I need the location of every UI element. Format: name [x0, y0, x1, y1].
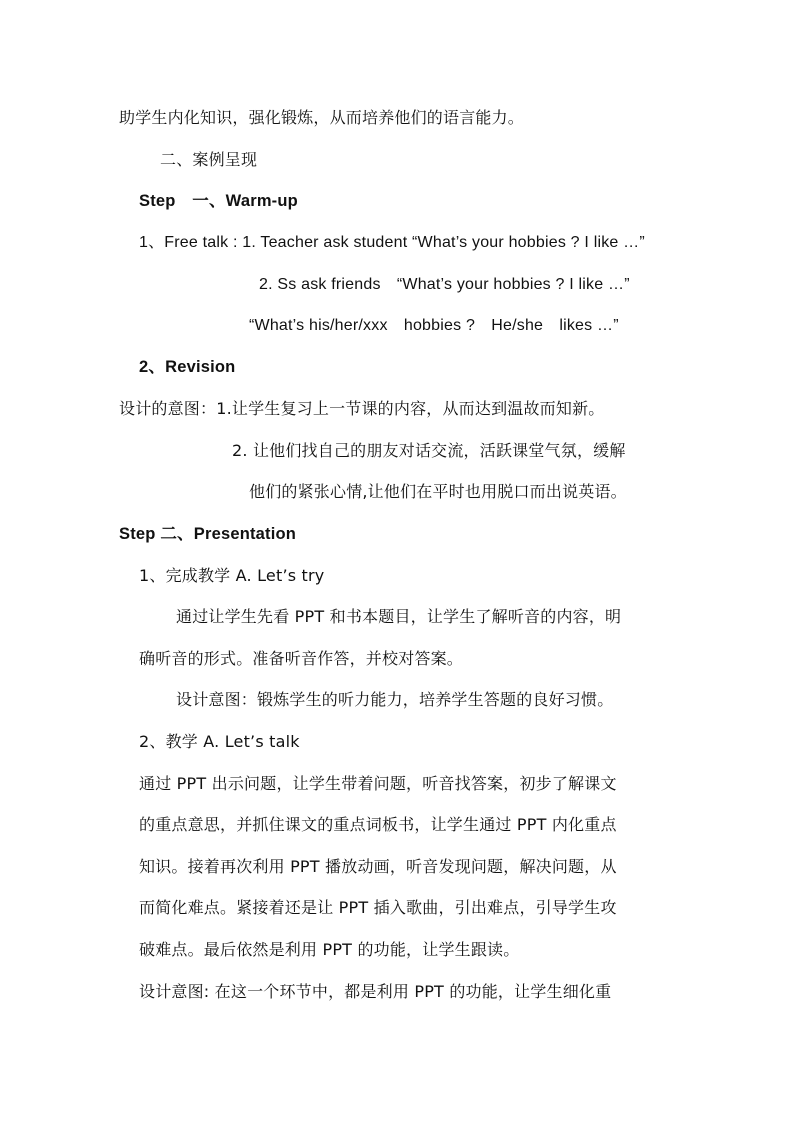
paragraph-line: 破难点。最后依然是利用 PPT 的功能，让学生跟读。 [139, 940, 520, 959]
paragraph-line: 知识。接着再次利用 PPT 播放动画，听音发现问题，解决问题，从 [139, 857, 617, 876]
paragraph-line: 2. 让他们找自己的朋友对话交流，活跃课堂气氛，缓解 [232, 441, 626, 460]
paragraph-line: 助学生内化知识，强化锻炼，从而培养他们的语言能力。 [119, 108, 525, 127]
paragraph-line: 2. Ss ask friends “What’s your hobbies ? I like …” [259, 276, 630, 293]
subsection-heading: 2、Revision [139, 358, 236, 376]
paragraph-line: 他们的紧张心情,让他们在平时也用脱口而出说英语。 [249, 482, 627, 501]
paragraph-line: 通过让学生先看 PPT 和书本题目，让学生了解听音的内容，明 [176, 607, 622, 626]
paragraph-line: 设计的意图：1.让学生复习上一节课的内容，从而达到温故而知新。 [119, 399, 605, 418]
paragraph-line: “What’s his/her/xxx hobbies ? He/she likes …” [249, 317, 619, 334]
step-heading: Step 一、Warm-up [139, 192, 298, 210]
paragraph-line: 确听音的形式。准备听音作答，并校对答案。 [139, 649, 464, 668]
paragraph-line: 的重点意思，并抓住课文的重点词板书，让学生通过 PPT 内化重点 [139, 815, 617, 834]
paragraph-line: 1、Free talk : 1. Teacher ask student “What’s your hobbies ? I like …” [139, 234, 645, 251]
paragraph-line: 设计意图: 在这一个环节中，都是利用 PPT 的功能，让学生细化重 [139, 982, 612, 1001]
section-heading: 二、案例呈现 [160, 150, 258, 169]
subsection-heading: 2、教学 A. Let’s talk [139, 732, 300, 751]
subsection-heading: 1、完成教学 A. Let’s try [139, 566, 325, 585]
paragraph-line: 通过 PPT 出示问题，让学生带着问题，听音找答案，初步了解课文 [139, 774, 617, 793]
paragraph-line: 设计意图：锻炼学生的听力能力，培养学生答题的良好习惯。 [176, 690, 614, 709]
paragraph-line: 而简化难点。紧接着还是让 PPT 插入歌曲，引出难点，引导学生攻 [139, 898, 617, 917]
step-heading: Step 二、Presentation [119, 525, 297, 543]
